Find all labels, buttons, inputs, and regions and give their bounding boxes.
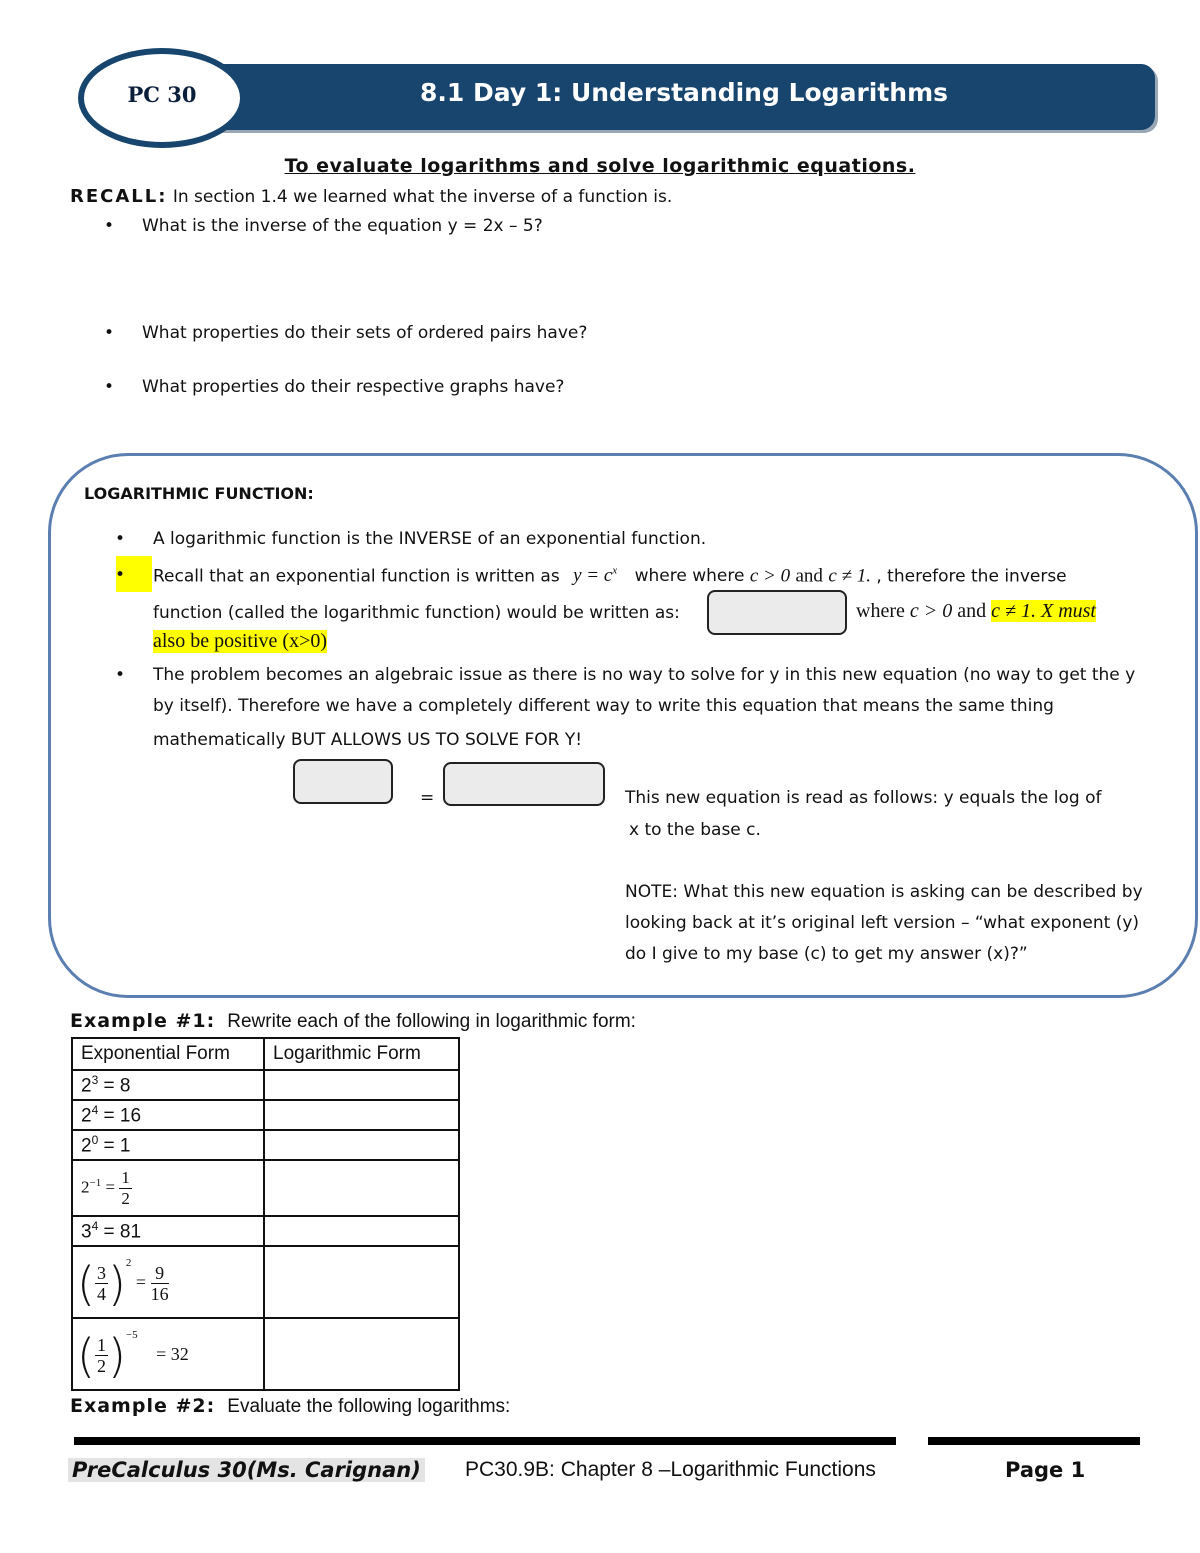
b2-c-ne: c ≠ 1. — [828, 565, 871, 587]
numerator: 1 — [121, 1167, 130, 1187]
exp-cell — [72, 1318, 264, 1390]
table-header-row — [72, 1038, 459, 1070]
page-title: 8.1 Day 1: Understanding Logarithms — [420, 78, 949, 107]
log-form-blank — [707, 590, 847, 635]
fraction — [95, 1335, 108, 1376]
base: 2 — [81, 1075, 92, 1097]
b2-where: where where — [634, 566, 745, 587]
b2-highlighted-line2: also be positive (x>0) — [153, 630, 328, 652]
b2-c-gt2: c > 0 — [909, 600, 953, 622]
recall-text: In section 1.4 we learned what the inverse of a function is. — [172, 187, 673, 207]
b2-exp: x — [612, 565, 618, 577]
equation-left-blank — [293, 759, 393, 804]
table-row — [72, 1130, 459, 1160]
table-row — [72, 1318, 459, 1390]
footer-rule-right — [928, 1437, 1140, 1445]
fraction — [95, 1263, 108, 1304]
recall-line — [70, 186, 672, 207]
column-header-exponential: Exponential Form — [72, 1038, 264, 1070]
exponent: 3 — [91, 1072, 99, 1087]
recall-question-2: • What properties do their sets of ordered pairs have? — [142, 323, 587, 343]
exp-cell — [72, 1246, 264, 1318]
b2-and: and — [795, 565, 823, 587]
recall-question-1: • What is the inverse of the equation y = 2x – 5? — [142, 216, 543, 236]
rhs: = 8 — [98, 1075, 131, 1097]
footer-page-number: Page 1 — [1005, 1458, 1086, 1482]
exponent: 4 — [91, 1102, 99, 1117]
b2-and2: and — [957, 600, 987, 622]
denominator: 2 — [121, 1188, 130, 1208]
right-paren: ) — [107, 1328, 126, 1383]
right-paren: ) — [107, 1256, 126, 1311]
b2-start: Recall that an exponential function is written as — [153, 566, 560, 587]
column-header-logarithmic: Logarithmic Form — [264, 1038, 459, 1070]
box-bullet-3-line2: by itself). Therefore we have a completely different way to write this equation that means the same thing — [153, 696, 1054, 716]
denominator: 16 — [150, 1284, 169, 1305]
equals: = — [135, 1272, 147, 1293]
footer-course: PreCalculus 30(Ms. Carignan) — [68, 1458, 425, 1482]
log-answer-cell[interactable] — [264, 1160, 459, 1216]
footer-chapter: PC30.9B: Chapter 8 –Logarithmic Functions — [465, 1458, 876, 1481]
exponent: −1 — [89, 1176, 102, 1189]
example-1-label: Example #1: — [70, 1010, 216, 1032]
log-answer-cell[interactable] — [264, 1070, 459, 1100]
recall-question-3: • What properties do their respective graphs have? — [142, 377, 564, 397]
table-row — [72, 1100, 459, 1130]
log-answer-cell[interactable] — [264, 1100, 459, 1130]
read-line-1: This new equation is read as follows: y equals the log of — [625, 788, 1102, 808]
rhs: = 32 — [156, 1344, 189, 1365]
rhs: = 16 — [98, 1105, 142, 1127]
box-bullet-3-line1: • The problem becomes an algebraic issue as there is no way to solve for y in this new equation (no way to get the y — [153, 665, 1135, 685]
lesson-objective: To evaluate logarithms and solve logarithmic equations. — [284, 155, 916, 177]
exponent: 0 — [91, 1132, 99, 1147]
log-answer-cell[interactable] — [264, 1318, 459, 1390]
example-1-table — [71, 1037, 460, 1391]
numerator: 3 — [96, 1263, 106, 1284]
rhs: = 81 — [98, 1221, 142, 1243]
equals: = — [105, 1176, 116, 1196]
b2-line2: function (called the logarithmic function) would be written as: — [153, 603, 680, 623]
example-2-heading — [70, 1395, 510, 1418]
footer-rule-left — [74, 1437, 896, 1445]
table-row — [72, 1160, 459, 1216]
left-paren: ( — [77, 1256, 95, 1311]
denominator: 4 — [96, 1284, 106, 1305]
base: 3 — [81, 1221, 92, 1243]
b2-exponential-eq — [573, 565, 617, 586]
table-row — [72, 1070, 459, 1100]
exp-cell — [72, 1160, 264, 1216]
table-row — [72, 1216, 459, 1246]
left-paren: ( — [77, 1328, 95, 1383]
log-answer-cell[interactable] — [264, 1130, 459, 1160]
b2-conditions — [856, 600, 1096, 623]
note-line-1: NOTE: What this new equation is asking can be described by — [625, 882, 1143, 902]
exponent: −5 — [125, 1329, 138, 1342]
b2-c-gt: c > 0 — [749, 565, 791, 587]
base: 2 — [81, 1105, 92, 1127]
example-1-text: Rewrite each of the following in logarithmic form: — [227, 1011, 636, 1032]
exp-cell — [72, 1100, 264, 1130]
exp-cell — [72, 1130, 264, 1160]
b2-eq: y = c — [573, 565, 613, 587]
box-heading: LOGARITHMIC FUNCTION: — [84, 484, 314, 503]
numerator: 1 — [96, 1335, 106, 1356]
exp-cell — [72, 1070, 264, 1100]
note-line-2: looking back at it’s original left version – “what exponent (y) — [625, 913, 1140, 933]
b2-highlighted-condition: c ≠ 1. X must — [991, 600, 1096, 622]
example-2-text: Evaluate the following logarithms: — [227, 1396, 511, 1417]
numerator: 9 — [151, 1263, 169, 1284]
example-2-label: Example #2: — [70, 1395, 216, 1417]
recall-label: RECALL: — [70, 186, 168, 207]
rhs: = 1 — [98, 1135, 131, 1157]
exponent: 4 — [91, 1218, 99, 1233]
box-bullet-3-line3: mathematically BUT ALLOWS US TO SOLVE FOR Y! — [153, 730, 583, 750]
b2-end: , therefore the inverse — [876, 566, 1067, 587]
log-answer-cell[interactable] — [264, 1246, 459, 1318]
read-line-2: x to the base c. — [629, 820, 761, 840]
exp-cell — [72, 1216, 264, 1246]
fraction — [151, 1263, 169, 1304]
box-bullet-1: • A logarithmic function is the INVERSE of an exponential function. — [153, 529, 706, 549]
course-badge-label: PC 30 — [127, 82, 197, 107]
equals-sign: = — [420, 788, 435, 808]
example-1-heading — [70, 1010, 636, 1033]
denominator: 2 — [96, 1356, 106, 1377]
table-row — [72, 1246, 459, 1318]
exponent: 2 — [125, 1257, 132, 1270]
equation-right-blank — [443, 762, 605, 806]
b2-where2: where — [856, 600, 905, 622]
base: 2 — [81, 1135, 92, 1157]
box-bullet-2 — [153, 565, 1067, 587]
fraction — [119, 1168, 132, 1209]
note-line-3: do I give to my base (c) to get my answer (x)?” — [625, 944, 1028, 964]
log-answer-cell[interactable] — [264, 1216, 459, 1246]
base: 2 — [81, 1176, 90, 1196]
